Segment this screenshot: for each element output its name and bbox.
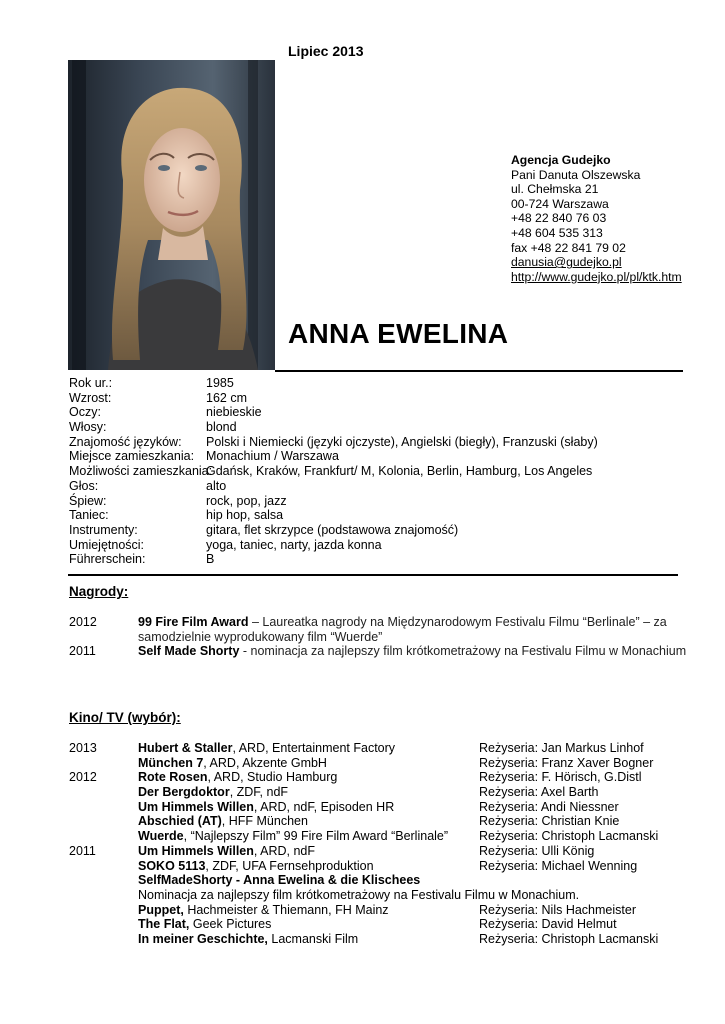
film-row — [69, 756, 709, 771]
film-year: 2013 — [69, 741, 97, 755]
awards-list — [69, 615, 689, 659]
info-label: Oczy: — [69, 405, 101, 420]
film-title: Puppet, — [138, 902, 184, 917]
divider-top — [275, 370, 683, 372]
info-value: Gdańsk, Kraków, Frankfurt/ M, Kolonia, Berlin, Hamburg, Los Angeles — [206, 464, 593, 479]
info-label: Taniec: — [69, 508, 109, 523]
film-row — [69, 829, 709, 844]
film-director: Reżyseria: Jan Markus Linhof — [479, 741, 644, 755]
film-details: Nominacja za najlepszy film krótkometrażowy na Festivalu Filmu w Monachium. — [138, 887, 580, 902]
film-row — [69, 859, 709, 874]
film-director: Reżyseria: Franz Xaver Bogner — [479, 755, 654, 770]
film-year: 2011 — [69, 843, 96, 858]
film-title: München 7 — [138, 755, 204, 770]
actor-name: ANNA EWELINA — [288, 318, 509, 349]
film-title: Abschied (AT) — [138, 814, 222, 829]
award-description: – Laureatka nagrody na Międzynarodowym Festivalu Filmu “Berlinale” – za samodzielnie wyprodukowany film “Wuerde” — [138, 615, 667, 644]
info-value: hip hop, salsa — [206, 508, 284, 523]
film-row — [69, 741, 709, 756]
film-details: Lacmanski Film — [267, 931, 359, 946]
film-title: The Flat, — [138, 917, 190, 932]
film-title: Um Himmels Willen — [138, 843, 254, 858]
agency-name: Agencja Gudejko — [511, 153, 611, 167]
agency-street: ul. Chełmska 21 — [511, 182, 599, 197]
film-director: Reżyseria: Christoph Lacmanski — [479, 829, 659, 844]
film-director: Reżyseria: Andi Niessner — [479, 799, 619, 814]
film-row — [69, 785, 709, 800]
film-director: Reżyseria: Christoph Lacmanski — [479, 931, 659, 946]
award-row — [69, 615, 689, 644]
film-title: Hubert & Staller — [138, 741, 233, 755]
film-details: , ZDF, UFA Fernsehproduktion — [205, 858, 374, 873]
info-label: Możliwości zamieszkania: — [69, 464, 213, 479]
film-title: Der Bergdoktor — [138, 785, 230, 800]
films-list — [69, 741, 709, 947]
film-row — [69, 873, 709, 888]
film-title: In meiner Geschichte, — [138, 931, 268, 946]
film-title: Wuerde — [138, 829, 184, 844]
info-label: Wzrost: — [69, 390, 112, 405]
agency-phone-2: +48 604 535 313 — [511, 225, 603, 240]
info-value: blond — [206, 420, 237, 435]
film-year: 2012 — [69, 770, 97, 785]
info-value: Polski i Niemiecki (języki ojczyste), Angielski (biegły), Franzuski (słaby) — [206, 434, 598, 449]
info-value: alto — [206, 478, 227, 493]
film-title: SOKO 5113 — [138, 858, 206, 873]
film-title: Um Himmels Willen — [138, 799, 254, 814]
info-label: Włosy: — [69, 420, 107, 435]
award-year: 2012 — [69, 615, 97, 629]
info-label: Instrumenty: — [69, 522, 138, 537]
info-label: Umiejętności: — [69, 537, 145, 552]
films-title: Kino/ TV (wybór): — [69, 710, 181, 725]
film-details: Geek Pictures — [189, 917, 272, 932]
film-details: , ZDF, ndF — [229, 785, 289, 800]
film-row — [69, 770, 709, 785]
film-details: , ARD, ndF, Episoden HR — [253, 799, 395, 814]
info-value: B — [206, 552, 215, 567]
info-label: Führerschein: — [69, 552, 146, 567]
film-row — [69, 814, 709, 829]
film-details: , ARD, Akzente GmbH — [203, 755, 327, 770]
info-value: 1985 — [206, 376, 234, 390]
info-label: Głos: — [69, 478, 99, 493]
award-title: 99 Fire Film Award — [138, 615, 249, 629]
info-label: Znajomość języków: — [69, 434, 182, 449]
divider-middle — [68, 574, 678, 576]
film-director: Reżyseria: David Helmut — [479, 917, 617, 932]
film-director: Reżyseria: F. Hörisch, G.Distl — [479, 770, 642, 785]
film-director: Reżyseria: Nils Hachmeister — [479, 902, 636, 917]
info-label: Śpiew: — [69, 493, 107, 508]
agency-email-link[interactable]: danusia@gudejko.pl — [511, 255, 622, 270]
award-row — [69, 644, 689, 659]
film-title: Rote Rosen — [138, 770, 208, 785]
info-value: yoga, taniec, narty, jazda konna — [206, 537, 382, 552]
film-title: SelfMadeShorty - Anna Ewelina & die Klischees — [138, 873, 421, 888]
film-details: Hachmeister & Thiemann, FH Mainz — [183, 902, 389, 917]
info-value: gitara, flet skrzypce (podstawowa znajomość) — [206, 522, 459, 537]
film-row — [69, 932, 709, 947]
film-details: , ARD, Studio Hamburg — [207, 770, 338, 785]
film-director: Reżyseria: Ulli König — [479, 843, 595, 858]
film-details: , ARD, ndF — [253, 843, 316, 858]
film-director: Reżyseria: Christian Knie — [479, 814, 620, 829]
agency-contact-person: Pani Danuta Olszewska — [511, 167, 641, 182]
award-title: Self Made Shorty — [138, 644, 240, 659]
award-description: - nominacja za najlepszy film krótkometrażowy na Festivalu Filmu w Monachium — [239, 644, 687, 659]
film-details: , “Najlepszy Film” 99 Fire Film Award “Berlinale” — [183, 829, 449, 844]
film-row — [69, 844, 709, 859]
document-date: Lipiec 2013 — [288, 43, 364, 59]
film-row — [69, 800, 709, 815]
agency-city: 00-724 Warszawa — [511, 196, 609, 211]
info-label: Miejsce zamieszkania: — [69, 449, 195, 464]
info-value: rock, pop, jazz — [206, 493, 287, 508]
agency-phone-1: +48 22 840 76 03 — [511, 211, 607, 226]
film-row — [69, 917, 709, 932]
info-label: Rok ur.: — [69, 376, 113, 390]
info-value: Monachium / Warszawa — [206, 449, 339, 464]
awards-title: Nagrody: — [69, 584, 129, 599]
film-details: , ARD, Entertainment Factory — [232, 741, 396, 755]
portrait-photo — [68, 60, 275, 370]
film-row — [69, 888, 709, 903]
agency-contact — [511, 153, 682, 284]
award-year: 2011 — [69, 644, 96, 659]
info-value: 162 cm — [206, 390, 247, 405]
film-director: Reżyseria: Axel Barth — [479, 785, 599, 800]
film-director: Reżyseria: Michael Wenning — [479, 858, 638, 873]
film-details: , HFF München — [221, 814, 308, 829]
film-row — [69, 903, 709, 918]
info-value: niebieskie — [206, 405, 262, 420]
agency-website-link[interactable]: http://www.gudejko.pl/pl/ktk.htm — [511, 269, 682, 284]
agency-fax: fax +48 22 841 79 02 — [511, 240, 626, 255]
